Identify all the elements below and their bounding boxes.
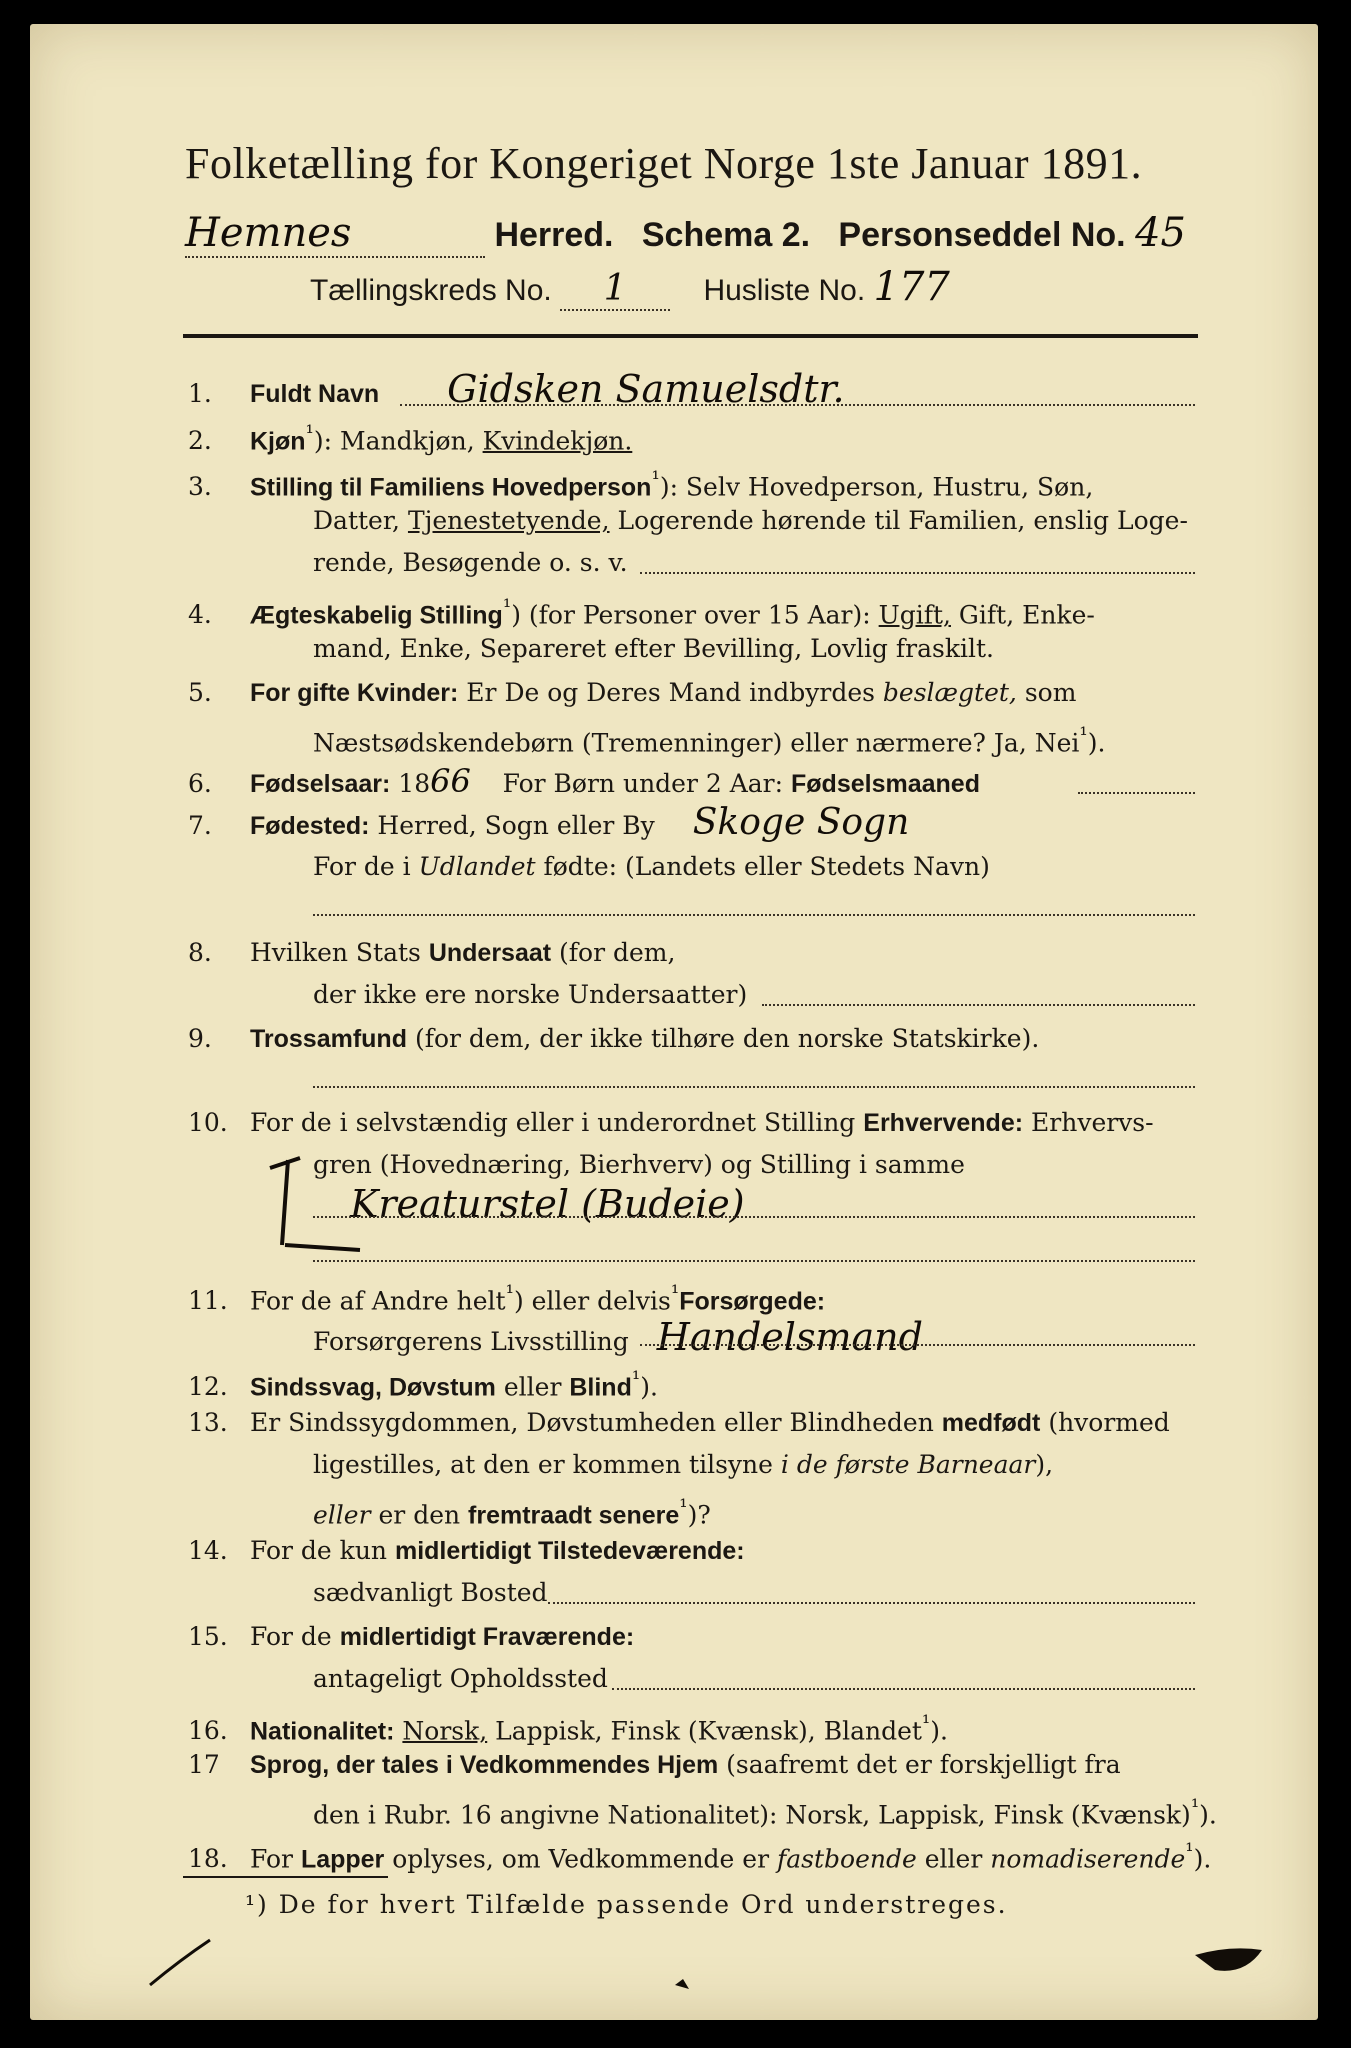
field-18-lapper: 18. For Lapper oplyses, om Vedkommende er fastboende eller nomadiserende$^{^1}$).: [188, 1839, 1212, 1874]
field-8-undersaat: 8. Hvilken Stats Undersaat (for dem,: [188, 938, 676, 967]
field-13-line2: ligestilles, at den er kommen tilsyne i de første Barneaar),: [313, 1450, 1054, 1479]
field-15-fravaerende: 15. For de midlertidigt Fraværende:: [188, 1622, 635, 1651]
field-2-kjon: 2. Kjøn$^{^1}$): Mandkjøn, Kvindekjøn.: [188, 421, 633, 456]
field-8-line2: der ikke ere norske Undersaatter): [313, 980, 748, 1009]
provider-occupation-value: Handelsmand: [656, 1315, 923, 1359]
field-7-line2: For de i Udlandet fødte: (Landets eller Stedets Navn): [313, 852, 990, 881]
field-15-line2: antageligt Opholdssted: [313, 1664, 608, 1693]
field-3-line2: Datter, Tjenestetyende, Logerende hørende til Familien, enslig Loge-: [313, 506, 1188, 535]
field-17-sprog: 17 Sprog, der tales i Vedkommendes Hjem (saafremt det er forskjelligt fra: [188, 1750, 1121, 1779]
field-4-line2: mand, Enke, Separeret efter Bevilling, Lovlig fraskilt.: [313, 634, 994, 663]
occupation-value: Kreaturstel (Budeie): [350, 1182, 745, 1226]
field-17-line2: den i Rubr. 16 angivne Nationalitet): Norsk, Lappisk, Finsk (Kvænsk)$^{^1}$).: [313, 1795, 1217, 1830]
ink-blot: [1195, 1948, 1262, 1971]
field-9-trossamfund: 9. Trossamfund (for dem, der ikke tilhøre den norske Statskirke).: [188, 1024, 1040, 1053]
field-5-gifte-kvinder: 5. For gifte Kvinder: Er De og Deres Mand indbyrdes beslægtet, som: [188, 678, 1077, 707]
field-11-line2: Forsørgerens Livsstilling Handelsmand: [313, 1315, 923, 1359]
civil-status-selected: Ugift,: [878, 600, 951, 630]
field-13-medfodt: 13. Er Sindssygdommen, Døvstumheden eller Blindheden medfødt (hvormed: [188, 1408, 1170, 1437]
field-3-line3: rende, Besøgende o. s. v.: [313, 548, 628, 577]
field-1-fuldt-navn: 1. Fuldt Navn Gidsken Samuelsdtr.: [188, 367, 845, 411]
field-10-line2: gren (Hovednæring, Bierhverv) og Stilling i samme: [313, 1150, 965, 1179]
husliste-value: 177: [873, 264, 950, 310]
kreds-value: 1: [560, 268, 670, 311]
birthplace-value: Skoge Sogn: [692, 802, 910, 843]
schema-label: Schema 2.: [641, 216, 811, 254]
field-12-sindssvag: 12. Sindssvag, Døvstum eller Blind$^{^1}$).: [188, 1367, 658, 1402]
field-11-forsorgede: 11. For de af Andre helt$^{^1}$) eller delvis$^{^1}$Forsørgede:: [188, 1281, 826, 1316]
footnote: ¹) De for hvert Tilfælde passende Ord understreges.: [245, 1890, 1008, 1919]
herred-label: Herred.: [494, 216, 614, 254]
husliste-label: Husliste No.: [703, 274, 866, 307]
personseddel-value: 45: [1135, 210, 1186, 256]
kreds-label: Tællingskreds No.: [310, 274, 552, 307]
ink-dot: [675, 1979, 689, 1989]
field-5-line2: Næstsødskendebørn (Tremenninger) eller nærmere? Ja, Nei$^{^1}$).: [313, 723, 1106, 758]
nationality-selected: Norsk,: [402, 1716, 488, 1746]
field-4-aegteskabelig: 4. Ægteskabelig Stilling$^{^1}$) (for Personer over 15 Aar): Ugift, Gift, Enke-: [188, 595, 1095, 630]
field-10-erhverv: 10. For de i selvstændig eller i underordnet Stilling Erhvervende: Erhvervs-: [188, 1108, 1154, 1137]
field-3-stilling: 3. Stilling til Familiens Hovedperson$^{^1}$): Selv Hovedperson, Hustru, Søn,: [188, 467, 1094, 502]
field-6-fodselsaar: 6. Fødselsaar: 1866 For Børn under 2 Aar: Fødselsmaaned: [188, 762, 980, 800]
field-7-fodested: 7. Fødested: Herred, Sogn eller By Skoge Sogn: [188, 802, 910, 843]
birth-year-value: 66: [430, 762, 471, 800]
field-14-tilstede: 14. For de kun midlertidigt Tilstedeværende:: [188, 1536, 745, 1565]
field-16-nationalitet: 16. Nationalitet: Norsk, Lappisk, Finsk (Kvænsk), Blandet$^{^1}$).: [188, 1711, 948, 1746]
field-14-line2: sædvanligt Bosted: [313, 1578, 548, 1607]
form-title: Folketælling for Kongeriget Norge 1ste Januar 1891.: [185, 139, 1143, 188]
field-13-line3: eller er den fremtraadt senere$^{^1}$)?: [313, 1495, 711, 1530]
bracket-mark: [270, 1158, 360, 1250]
herred-value: Hemnes: [185, 210, 485, 258]
stilling-selected: Tjenestetyende,: [407, 506, 610, 535]
kjon-selected: Kvindekjøn.: [482, 426, 633, 456]
personseddel-label: Personseddel No.: [838, 216, 1126, 254]
name-value: Gidsken Samuelsdtr.: [447, 367, 845, 411]
slash-mark: [150, 1940, 210, 1985]
